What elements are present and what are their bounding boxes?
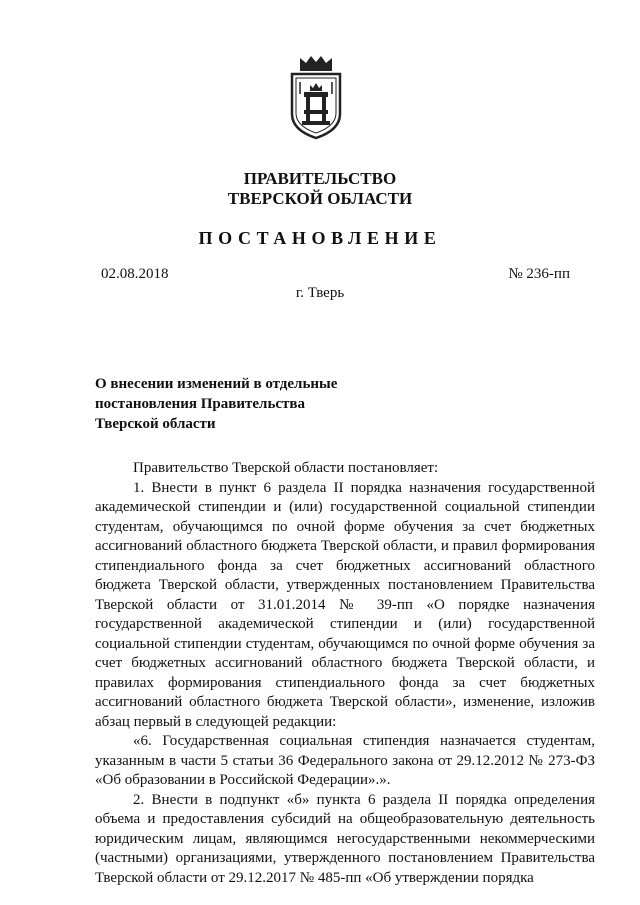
body-paragraph: «6. Государственная социальная стипендия назначается студентам, указанным в части 5 статьи 36 Федерального закона от 29.12.2012 № 273-ФЗ «Об образовании в Российской Федерации».». <box>95 733 595 788</box>
document-city: г. Тверь <box>295 285 345 301</box>
body-paragraph: 2. Внести в подпункт «б» пункта 6 раздела II порядка определения объема и предоставления субсидий на общеобразовательную деятельность юридическим лицам, являющимся негосударственными некоммерческими (частными) организациями, утвержденного постановлением Правительства Тверской области от 29.12.2017 № 485-пп «Об утверждении порядка <box>95 791 595 886</box>
document-body <box>95 459 595 888</box>
document-date: 02.08.2018 <box>101 266 169 282</box>
document-type: ПОСТАНОВЛЕНИЕ <box>198 228 442 248</box>
subject-line: Тверской области <box>95 416 216 432</box>
document-subject <box>95 374 337 434</box>
org-name-line2: ТВЕРСКОЙ ОБЛАСТИ <box>227 189 413 208</box>
tver-coat-of-arms-icon <box>286 54 346 140</box>
subject-line: постановления Правительства <box>95 396 305 412</box>
document-number: № 236-пп <box>508 266 570 282</box>
body-paragraph: Правительство Тверской области постановляет: <box>133 460 439 476</box>
subject-line: О внесении изменений в отдельные <box>95 376 338 392</box>
org-name-line1: ПРАВИТЕЛЬСТВО <box>243 169 397 188</box>
body-paragraph: 1. Внести в пункт 6 раздела II порядка назначения государственной академической стипендии и (или) государственной социальной стипендии студентам, обучающимся по очной форме обучения за счет бюджетных ассигнований областного бюджета Тверской области, и правил формирования стипендиального фонда за счет бюджетных ассигнований областного бюджета Тверской области, утвержденных постановлением Правительства Тверской области от 31.01.2014 № 39-пп «О порядке назначения государственной академической стипендии и (или) государственной социальной стипендии студентам, обучающимся по очной форме обучения за счет бюджетных ассигнований областного бюджета Тверской области, и правилах формирования стипендиального фонда за счет бюджетных ассигнований областного бюджета Тверской области», изменение, изложив абзац первый в следующей редакции: <box>95 479 595 730</box>
